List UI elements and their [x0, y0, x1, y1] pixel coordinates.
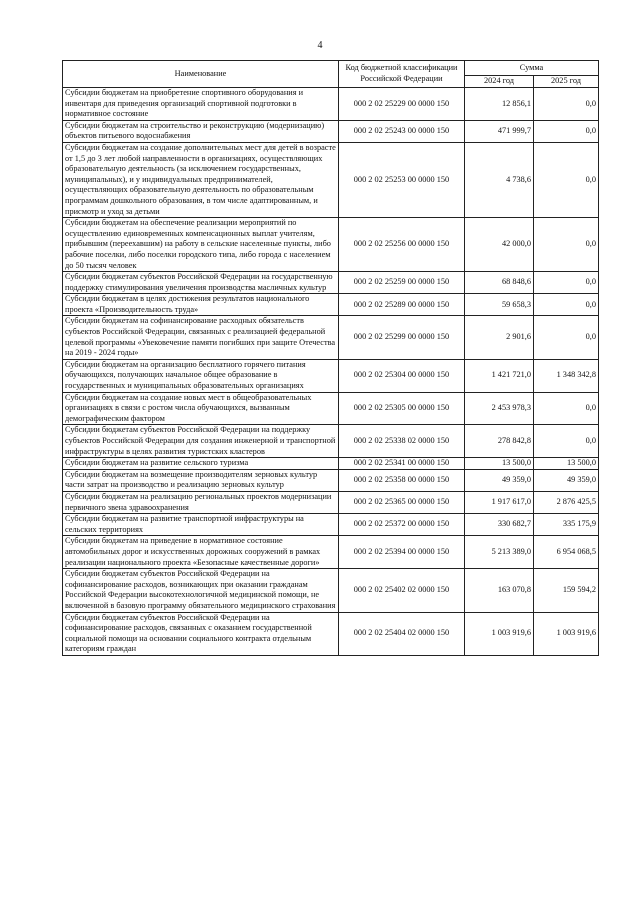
- row-code: 000 2 02 25299 00 0000 150: [339, 316, 465, 359]
- row-sum-2024: 49 359,0: [465, 469, 534, 491]
- table-row: [63, 359, 599, 392]
- row-name: Субсидии бюджетам на приобретение спортивного оборудования и инвентаря для приведения организаций спортивной подготовки в нормативное состояние: [63, 88, 339, 121]
- row-sum-2025: 6 954 068,5: [534, 536, 599, 569]
- header-name: Наименование: [63, 61, 339, 88]
- table-row: [63, 294, 599, 316]
- header-year-2024: 2024 год: [465, 76, 534, 88]
- row-name: Субсидии бюджетам на реализацию региональных проектов модернизации первичного звена здравоохранения: [63, 491, 339, 513]
- row-name: Субсидии бюджетам субъектов Российской Федерации на государственную поддержку стимулирования увеличения производства масличных культур: [63, 272, 339, 294]
- row-name: Субсидии бюджетам на создание дополнительных мест для детей в возрасте от 1,5 до 3 лет любой направленности в организациях, осуществляющих образовательную деятельность (за исключением государственных, муниципальных), и у индивидуальных предпринимателей, осуществляющих образовательную деятельность по образовательным программам дошкольного образования, в том числе адаптированным, и присмотр и уход за детьми: [63, 142, 339, 217]
- row-sum-2025: 159 594,2: [534, 569, 599, 612]
- header-year-2025: 2025 год: [534, 76, 599, 88]
- row-code: 000 2 02 25358 00 0000 150: [339, 469, 465, 491]
- page-number: 4: [317, 40, 323, 51]
- row-sum-2025: 49 359,0: [534, 469, 599, 491]
- row-code: 000 2 02 25305 00 0000 150: [339, 392, 465, 425]
- table-row: [63, 142, 599, 217]
- table-row: [63, 392, 599, 425]
- row-sum-2024: 42 000,0: [465, 218, 534, 272]
- row-sum-2024: 4 738,6: [465, 142, 534, 217]
- row-sum-2024: 1 003 919,6: [465, 612, 534, 655]
- row-code: 000 2 02 25256 00 0000 150: [339, 218, 465, 272]
- row-name: Субсидии бюджетам субъектов Российской Федерации на поддержку субъектов Российской Федерации для создания инженерной и транспортной инфраструктуры в целях развития туристских кластеров: [63, 425, 339, 458]
- row-sum-2025: 2 876 425,5: [534, 491, 599, 513]
- row-sum-2024: 163 070,8: [465, 569, 534, 612]
- row-sum-2025: 0,0: [534, 294, 599, 316]
- table-row: [63, 272, 599, 294]
- row-code: 000 2 02 25402 02 0000 150: [339, 569, 465, 612]
- table-row: [63, 569, 599, 612]
- row-code: 000 2 02 25341 00 0000 150: [339, 458, 465, 470]
- row-sum-2024: 1 917 617,0: [465, 491, 534, 513]
- row-sum-2025: 13 500,0: [534, 458, 599, 470]
- table-row: [63, 536, 599, 569]
- table-row: [63, 491, 599, 513]
- table-row: [63, 458, 599, 470]
- row-sum-2025: 0,0: [534, 120, 599, 142]
- row-name: Субсидии бюджетам на развитие сельского туризма: [63, 458, 339, 470]
- row-code: 000 2 02 25229 00 0000 150: [339, 88, 465, 121]
- row-sum-2025: 335 175,9: [534, 514, 599, 536]
- row-code: 000 2 02 25338 02 0000 150: [339, 425, 465, 458]
- table-row: [63, 469, 599, 491]
- row-sum-2025: 0,0: [534, 316, 599, 359]
- row-sum-2025: 0,0: [534, 88, 599, 121]
- row-sum-2025: 0,0: [534, 392, 599, 425]
- row-name: Субсидии бюджетам субъектов Российской Федерации на софинансирование расходов, возникающих при оказании гражданам Российской Федерации высокотехнологичной медицинской помощи, не включенной в базовую программу обязательного медицинского страхования: [63, 569, 339, 612]
- row-code: 000 2 02 25253 00 0000 150: [339, 142, 465, 217]
- row-code: 000 2 02 25243 00 0000 150: [339, 120, 465, 142]
- row-code: 000 2 02 25259 00 0000 150: [339, 272, 465, 294]
- row-code: 000 2 02 25304 00 0000 150: [339, 359, 465, 392]
- row-name: Субсидии бюджетам на развитие транспортной инфраструктуры на сельских территориях: [63, 514, 339, 536]
- row-sum-2025: 0,0: [534, 425, 599, 458]
- row-sum-2024: 68 848,6: [465, 272, 534, 294]
- table-row: [63, 514, 599, 536]
- table-row: [63, 316, 599, 359]
- budget-table: [62, 60, 599, 656]
- row-sum-2025: 0,0: [534, 218, 599, 272]
- row-code: 000 2 02 25394 00 0000 150: [339, 536, 465, 569]
- table-row: [63, 425, 599, 458]
- table-body: [63, 88, 599, 656]
- row-sum-2024: 2 453 978,3: [465, 392, 534, 425]
- table-header-row: [63, 61, 599, 76]
- row-sum-2024: 1 421 721,0: [465, 359, 534, 392]
- row-code: 000 2 02 25289 00 0000 150: [339, 294, 465, 316]
- row-name: Субсидии бюджетам на создание новых мест в общеобразовательных организациях в связи с ростом числа обучающихся, вызванным демографическим фактором: [63, 392, 339, 425]
- row-name: Субсидии бюджетам на возмещение производителям зерновых культур части затрат на производство и реализацию зерновых культур: [63, 469, 339, 491]
- row-name: Субсидии бюджетам на организацию бесплатного горячего питания обучающихся, получающих начальное общее образование в государственных и муниципальных образовательных организациях: [63, 359, 339, 392]
- row-code: 000 2 02 25365 00 0000 150: [339, 491, 465, 513]
- row-sum-2024: 59 658,3: [465, 294, 534, 316]
- row-name: Субсидии бюджетам на софинансирование расходных обязательств субъектов Российской Федерации, связанных с реализацией федеральной целевой программы «Увековечение памяти погибших при защите Отечества на 2019 - 2024 годы»: [63, 316, 339, 359]
- row-sum-2024: 12 856,1: [465, 88, 534, 121]
- row-sum-2024: 13 500,0: [465, 458, 534, 470]
- table-row: [63, 88, 599, 121]
- row-sum-2024: 5 213 389,0: [465, 536, 534, 569]
- row-name: Субсидии бюджетам в целях достижения результатов национального проекта «Производительность труда»: [63, 294, 339, 316]
- row-name: Субсидии бюджетам на обеспечение реализации мероприятий по осуществлению единовременных компенсационных выплат учителям, прибывшим (переехавшим) на работу в сельские населенные пункты, либо рабочие поселки, либо поселки городского типа, либо города с населением до 50 тысяч человек: [63, 218, 339, 272]
- table-row: [63, 120, 599, 142]
- row-sum-2024: 330 682,7: [465, 514, 534, 536]
- row-sum-2024: 471 999,7: [465, 120, 534, 142]
- row-sum-2024: 278 842,8: [465, 425, 534, 458]
- row-sum-2025: 0,0: [534, 272, 599, 294]
- row-name: Субсидии бюджетам на строительство и реконструкцию (модернизацию) объектов питьевого водоснабжения: [63, 120, 339, 142]
- header-sum: Сумма: [465, 61, 599, 76]
- row-sum-2024: 2 901,6: [465, 316, 534, 359]
- header-code: Код бюджетной классификации Российской Федерации: [339, 61, 465, 88]
- table-row: [63, 612, 599, 655]
- row-name: Субсидии бюджетам субъектов Российской Федерации на софинансирование расходов, связанных с оказанием государственной социальной помощи на основании социального контракта отдельным категориям граждан: [63, 612, 339, 655]
- row-code: 000 2 02 25372 00 0000 150: [339, 514, 465, 536]
- row-name: Субсидии бюджетам на приведение в нормативное состояние автомобильных дорог и искусственных дорожных сооружений в рамках реализации национального проекта «Безопасные качественные дороги»: [63, 536, 339, 569]
- row-sum-2025: 0,0: [534, 142, 599, 217]
- row-sum-2025: 1 003 919,6: [534, 612, 599, 655]
- row-sum-2025: 1 348 342,8: [534, 359, 599, 392]
- table-row: [63, 218, 599, 272]
- row-code: 000 2 02 25404 02 0000 150: [339, 612, 465, 655]
